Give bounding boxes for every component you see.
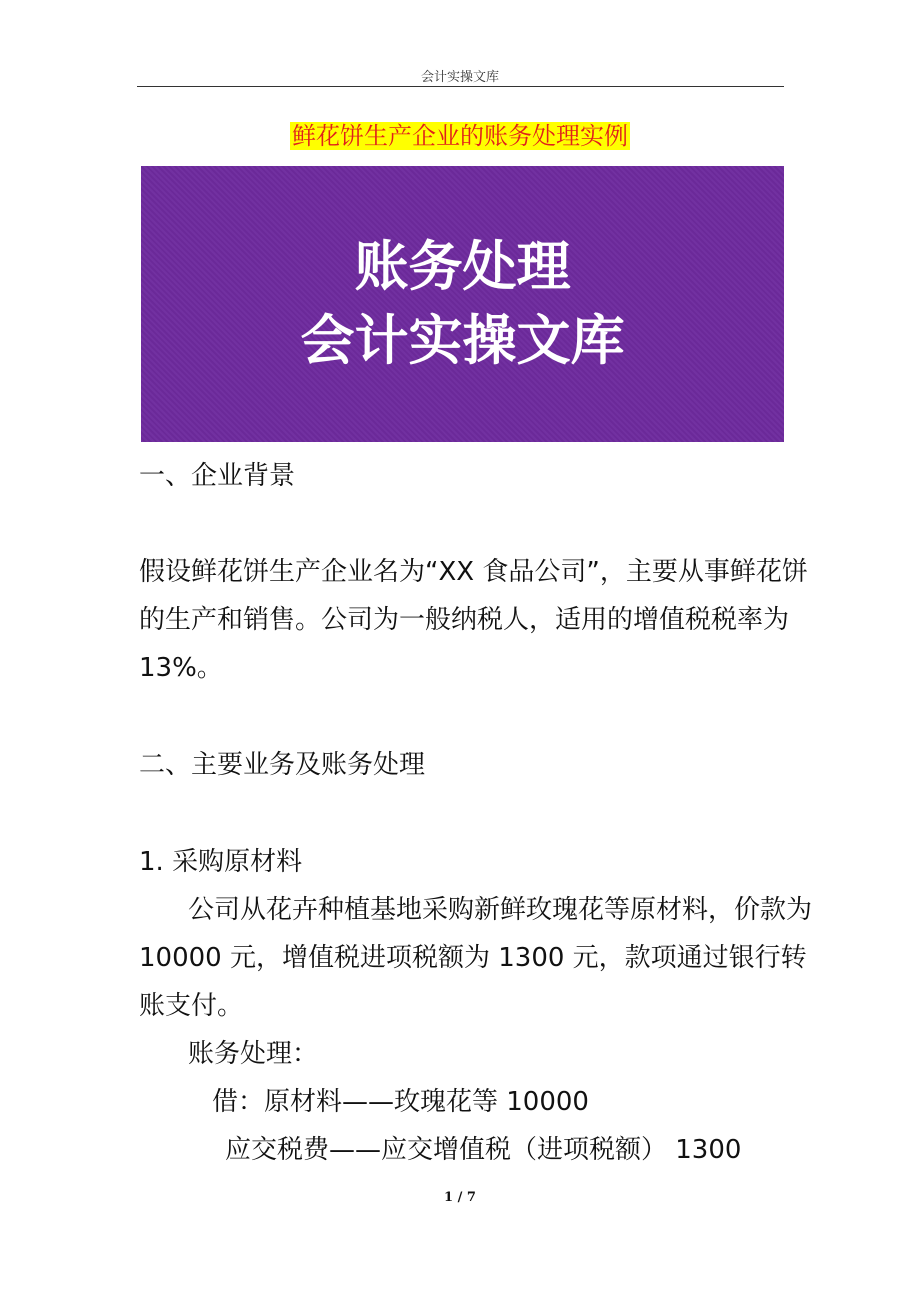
document-title-text: 鲜花饼生产企业的账务处理实例: [292, 122, 628, 150]
page-number: 1 / 7: [444, 1190, 476, 1205]
journal-entry-debit-1: 借：原材料——玫瑰花等 10000: [212, 1087, 589, 1117]
section-2-heading: 二、主要业务及账务处理: [139, 750, 426, 780]
item-1-heading: 1. 采购原材料: [139, 847, 303, 877]
banner-line-1: 账务处理: [354, 235, 571, 298]
journal-entry-debit-2: 应交税费——应交增值税（进项税额） 1300: [225, 1135, 742, 1165]
section-1-paragraph-line-3: 13%。: [139, 653, 223, 683]
item-1-paragraph-line-2: 10000 元，增值税进项税额为 1300 元，款项通过银行转: [139, 943, 807, 973]
page-header-text: 会计实操文库: [420, 70, 499, 85]
section-1-heading: 一、企业背景: [139, 461, 296, 491]
item-1-accounting-label: 账务处理：: [188, 1039, 319, 1069]
header-divider: [137, 86, 784, 87]
section-1-paragraph-line-2: 的生产和销售。公司为一般纳税人，适用的增值税税率为: [139, 605, 790, 635]
item-1-paragraph-line-3: 账支付。: [139, 991, 244, 1021]
banner-image: [141, 166, 784, 442]
banner-line-2: 会计实操文库: [300, 309, 625, 372]
item-1-paragraph-line-1: 公司从花卉种植基地采购新鲜玫瑰花等原材料，价款为: [188, 895, 813, 925]
document-title: [0, 116, 920, 156]
section-1-paragraph-line-1: 假设鲜花饼生产企业名为“XX 食品公司”，主要从事鲜花饼: [139, 557, 808, 587]
